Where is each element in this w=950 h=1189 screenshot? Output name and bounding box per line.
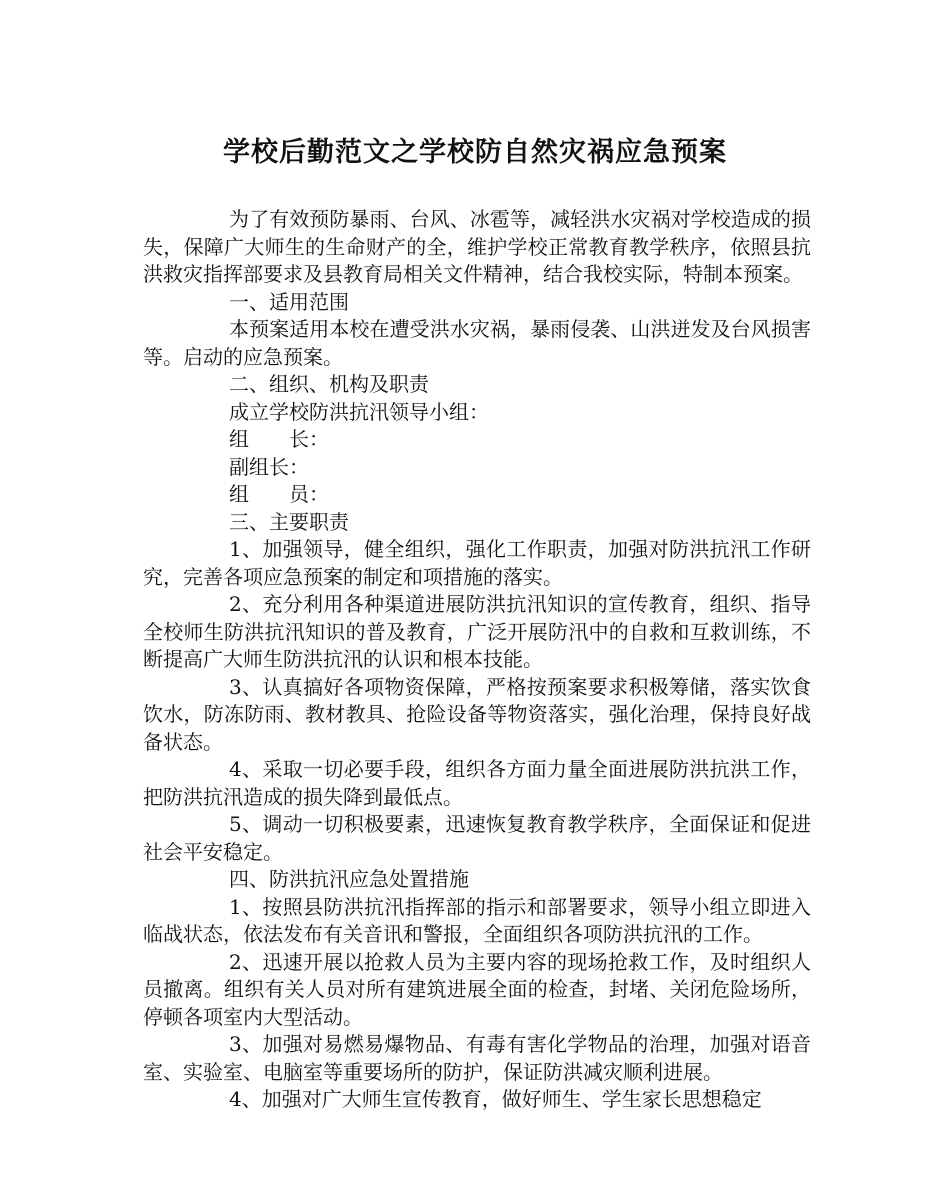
section-heading-duties: 三、主要职责 [229,509,349,534]
measure-item: 2、迅速开展以抢救人员为主要内容的现场抢救工作，及时组织人员撤离。组织有关人员对所有建筑进展全面的检查，封堵、关闭危险场所，停顿各项室内大型活动。 [143,949,811,1029]
measure-item: 4、加强对广大师生宣传教育，做好师生、学生家长思想稳定 [229,1087,762,1111]
role-leader: 组 长： [229,427,329,451]
scope-paragraph: 本预案适用本校在遭受洪水灾祸，暴雨侵袭、山洪迸发及台风损害等。启动的应急预案。 [143,317,811,369]
duty-item: 2、充分利用各种渠道进展防洪抗汛知识的宣传教育，组织、指导全校师生防洪抗汛知识的普及教育，广泛开展防汛中的自救和互救训练，不断提高广大师生防洪抗汛的认识和根本技能。 [143,592,811,671]
measure-item: 3、加强对易燃易爆物品、有毒有害化学物品的治理，加强对语音室、实验室、电脑室等重要场所的防护，保证防洪减灾顺利进展。 [143,1032,811,1084]
duty-item: 1、加强领导，健全组织，强化工作职责，加强对防洪抗汛工作研究，完善各项应急预案的制定和项措施的落实。 [143,537,811,589]
intro-paragraph: 为了有效预防暴雨、台风、冰雹等，减轻洪水灾祸对学校造成的损失，保障广大师生的生命财产的全，维护学校正常教育教学秩序，依照县抗洪救灾指挥部要求及县教育局相关文件精神，结合我校实际，特制本预案。 [143,207,811,286]
section-heading-organization: 二、组织、机构及职责 [229,372,429,396]
role-deputy-leader: 副组长： [229,454,309,479]
document-title: 学校后勤范文之学校防自然灾祸应急预案 [223,137,727,168]
document-body [143,206,811,1114]
section-heading-measures: 四、防洪抗汛应急处置措施 [229,867,469,891]
role-members: 组 员： [229,482,329,506]
organization-paragraph: 成立学校防洪抗汛领导小组： [229,399,489,424]
duty-item: 5、调动一切积极要素，迅速恢复教育教学秩序，全面保证和促进社会平安稳定。 [143,812,811,864]
section-heading-scope: 一、适用范围 [229,289,349,314]
duty-item: 4、采取一切必要手段，组织各方面力量全面进展防洪抗洪工作，把防洪抗汛造成的损失降到最低点。 [143,757,811,809]
duty-item: 3、认真搞好各项物资保障，严格按预案要求积极筹储，落实饮食饮水，防冻防雨、教材教具、抢险设备等物资落实，强化治理，保持良好战备状态。 [143,674,811,754]
measure-item: 1、按照县防洪抗汛指挥部的指示和部署要求，领导小组立即进入临战状态，依法发布有关音讯和警报，全面组织各项防洪抗汛的工作。 [143,894,811,946]
